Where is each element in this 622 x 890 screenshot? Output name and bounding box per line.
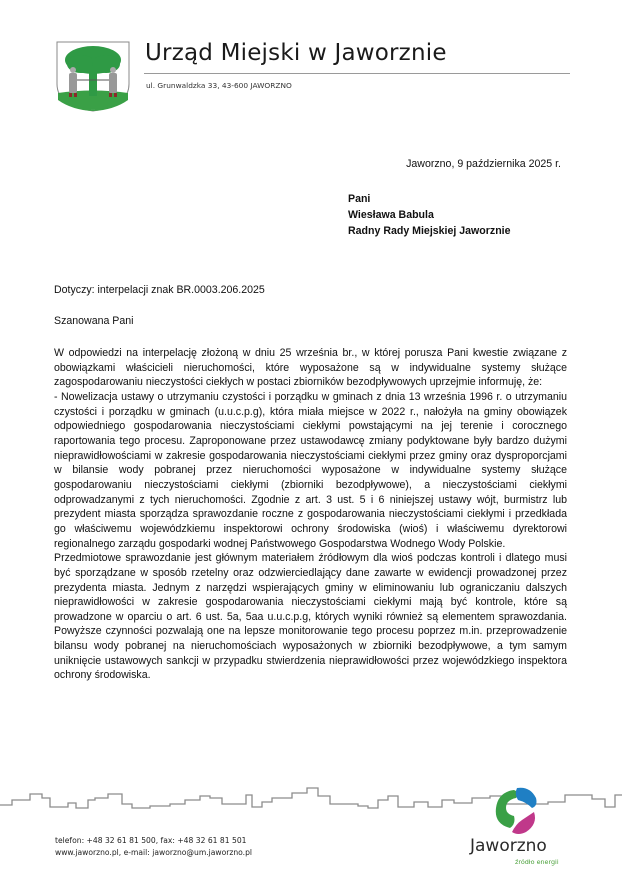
header-divider xyxy=(144,73,570,74)
body-paragraph: Przedmiotowe sprawozdanie jest głównym materiałem źródłowym dla wioś podczas kontroli i dlatego musi być sporządzane w sposób rzetelny oraz odzwierciedlający dane zawarte w ewidencji prowadzonej przez prezydenta miasta. Jednym z narzędzi wspierających gminy w eliminowaniu lub ograniczaniu dalszych nieprawidłowości w zakresie gospodarowania nieczystościami ciekłymi mają być kontrole, które są prowadzone w oparciu o art. 6 ust. 5a, 5aa u.u.c.p.g, których wyniki również są elementem sprawozdania. Powyższe czynności pozwalają one na lepsze monitorowanie tego procesu poprzez m.in. przeprowadzenie bilansu wody pobranej na nieruchomościach wyposażonych w zbiorniki bezodpływowe, a tym samym uniknięcie ustawowych sankcji w przypadku stwierdzenia nieprawidłowości przez wojewódzkiego inspektora ochrony środowiska. xyxy=(54,552,567,682)
letter-salutation: Szanowana Pani xyxy=(54,315,134,327)
office-name: Urząd Miejski w Jaworznie xyxy=(145,40,447,66)
addressee-title: Radny Rady Miejskiej Jaworznie xyxy=(348,225,511,237)
brand-name: Jaworzno xyxy=(470,836,547,856)
jaworzno-brand-logo-icon xyxy=(490,784,542,836)
city-coat-of-arms-icon xyxy=(54,40,132,112)
body-paragraph: - Nowelizacja ustawy o utrzymaniu czystości i porządku w gminach z dnia 13 września 1996 r. o utrzymaniu czystości i porządku w gminach (u.u.c.p.g), która miała miejsce w 2022 r., nałożyła na gminy obowiązek odpowiedniego gospodarowania nieczystościami ciekłymi powstającymi na jej terenie i corocznego raportowania tego procesu. Zaproponowane przez ustawodawcę zmiany podyktowane były bardzo dużymi nieprawidłowościami w zakresie gospodarowania nieczystościami ciekłymi przez gminy oraz dysproporcjami w bilansie wody pobranej przez nieruchomości wyposażone w indywidualne systemy służące gospodarowaniu nieczystościami ciekłymi (zbiorniki bezodpływowe), a nieczystościami ciekłymi odprowadzanymi z tych nieruchomości. Zgodnie z art. 3 ust. 5 i 6 niniejszej ustawy wójt, burmistrz lub prezydent miasta sporządza sprawozdanie roczne z gospodarowania nieczystościami ciekłymi i przedkłada go właściwemu wojewódzkiemu inspektorowi ochrony środowiska (wioś) i właściwemu dyrektorowi regionalnego zarządu gospodarki wodnej Państwowego Gospodarstwa Wodnego Wody Polskie. xyxy=(54,390,567,550)
brand-tagline: źródło energii xyxy=(515,858,559,866)
addressee-block xyxy=(348,191,511,239)
body-paragraph: W odpowiedzi na interpelację złożoną w dniu 25 września br., w której porusza Pani kwestie związane z obowiązkami właścicieli nieruchomości, które wyposażone są w indywidualne systemy służące zagospodarowaniu nieczystości ciekłych w postaci zbiorników bezodpływowych uprzejmie informuję, że: xyxy=(54,347,567,389)
contact-web-email: www.jaworzno.pl, e-mail: jaworzno@um.jaworzno.pl xyxy=(55,848,253,857)
contact-info xyxy=(55,835,252,859)
letter-body xyxy=(54,346,567,683)
addressee-salutation: Pani xyxy=(348,193,371,205)
letter-date: Jaworzno, 9 października 2025 r. xyxy=(406,158,561,170)
office-address: ul. Grunwaldzka 33, 43-600 JAWORZNO xyxy=(146,81,292,90)
contact-phone-fax: telefon: +48 32 61 81 500, fax: +48 32 61 81 501 xyxy=(55,836,247,845)
letter-subject: Dotyczy: interpelacji znak BR.0003.206.2025 xyxy=(54,284,265,296)
addressee-name: Wiesława Babula xyxy=(348,209,434,221)
